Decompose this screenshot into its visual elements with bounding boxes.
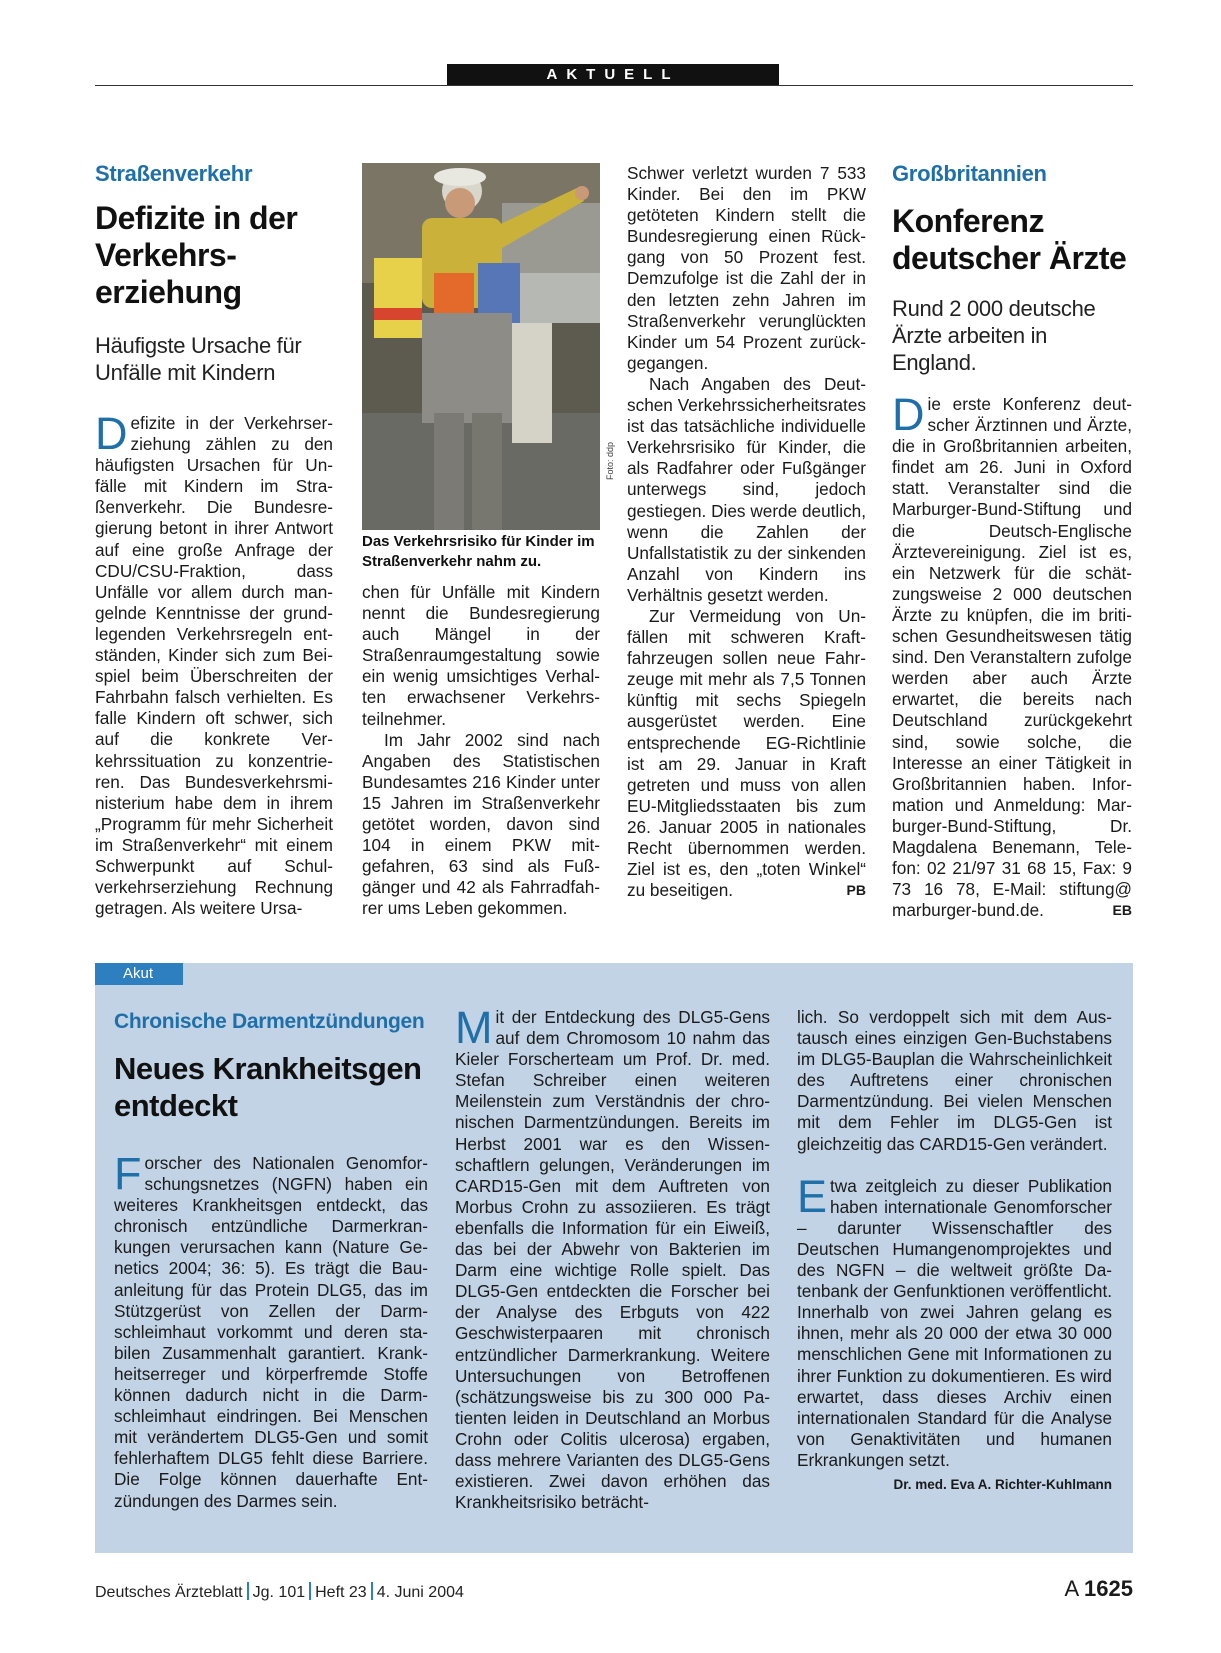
footer-separator — [371, 1582, 373, 1600]
article1-col3-paragraph-2: Nach Angaben des Deutschen Verkehrssicherheitsrates ist das tatsächliche individuelle Verkehrsrisiko für Kinder, die als Radfahrer oder Fußgänger unterwegs sind, jedoch gestiegen. Dies werde deutlich, wenn die Zahlen der Unfallstatistik zu der sinkenden Anzahl von Kindern ins Verhältnis gesetzt werden. — [627, 373, 866, 605]
article2-dropcap: D — [892, 389, 925, 440]
article3-col2-dropcap: M — [455, 1002, 493, 1053]
article1-column-3 — [627, 163, 866, 901]
footer-date: 4. Juni 2004 — [376, 1584, 464, 1601]
footer-issue: Heft 23 — [315, 1584, 367, 1601]
article3-column-1 — [114, 1148, 428, 1512]
footer-journal: Deutsches Ärzteblatt — [95, 1584, 243, 1601]
article2-kicker: Großbritannien — [892, 161, 1047, 186]
article1-initials: PB — [846, 882, 866, 899]
article3-author: Dr. med. Eva A. Richter-Kuhlmann — [893, 1476, 1112, 1492]
article3-headline: Neues Krankheitsgen entdeckt — [114, 1051, 422, 1123]
page-number-value: 1625 — [1084, 1576, 1133, 1601]
page-prefix: A — [1064, 1576, 1078, 1601]
footer-separator — [247, 1582, 249, 1600]
footer-volume: Jg. 101 — [252, 1584, 306, 1601]
article3-col3-dropcap: E — [797, 1170, 828, 1222]
section-header: AKTUELL — [447, 64, 779, 86]
article3-col1-text: orscher des Nationalen Genomforschungsnetzes (NGFN) haben ein weiteres Krankheitsgen entdeckt, das chronisch entzündliche Darmerkrankungen verursachen kann (Nature Genetics 2004; 36: 5). Es trägt die Bauanleitung für das Protein DLG5, das im Stützgerüst von Zellen der Darmschleimhaut vorkommt und deren stabilen Zusammenhalt garantiert. Krankheitserreger und körperfremde Stoffe können dadurch nicht in die Darmschleimhaut eindringen. Bei Menschen mit verändertem DLG5-Gen und somit fehlerhaftem DLG5 fehlt diese Barriere. Die Folge können dauerhafte Entzündungen des Darmes sein. — [114, 1153, 428, 1511]
article1-subhead: Häufigste Ursache für Unfälle mit Kindern — [95, 333, 302, 385]
article1-col2-paragraph-2: Im Jahr 2002 sind nach Angaben des Statistischen Bundesamtes 216 Kinder unter 15 Jahren im Straßenverkehr getötet worden, davon sind 104 in einem PKW mitgefahren, 63 sind als Fußgänger und 42 als Fahrradfahrer ums Leben gekommen. — [362, 729, 600, 919]
article3-col2-text: it der Entdeckung des DLG5-Gens auf dem Chromosom 10 nahm das Kieler Forscherteam um Prof. Dr. med. Stefan Schreiber einen weiteren Meilenstein zum Verständnis der chronischen Darmentzündungen. Bereits im Herbst 2001 war es den Wissenschaftlern gelungen, Veränderungen im CARD15-Gen mit dem Auftreten von Morbus Crohn zu assoziieren. Es trägt ebenfalls die Information für ein Eiweiß, das bei der Abwehr von Bakterien im Darm eine wichtige Rolle spielt. Das DLG5-Gen entdeckten die Forscher bei der Analyse des Erbguts von 422 Geschwisterpaaren mit chronisch entzündlicher Darmerkrankung. Weitere Untersuchungen von Betroffenen (schätzungsweise bis zu 300 000 Patienten leiden in Deutschland an Morbus Crohn oder Colitis ulcerosa) ergaben, dass mehrere Varianten des DLG5-Gens existieren. Zwei davon erhöhen das Krankheitsrisiko beträcht- — [455, 1007, 770, 1513]
footer-citation — [95, 1582, 464, 1602]
article3-col3-paragraph-1: lich. So verdoppelt sich mit dem Austausch eines einzigen Gen-Buchstabens im DLG5-Bauplan die Wahrscheinlichkeit des Auftretens einer chronischen Darmentzündung. Bei vielen Menschen mit dem Fehler im DLG5-Gen ist gleichzeitig das CARD15-Gen verändert. — [797, 1007, 1112, 1154]
article3-column-2 — [455, 1002, 770, 1513]
traffic-police-photo — [362, 163, 600, 530]
photo-illustration — [362, 163, 600, 530]
footer-separator — [309, 1582, 311, 1600]
photo-credit: Foto: ddp — [605, 441, 615, 480]
article3-col3-text: twa zeitgleich zu dieser Publikation haben internationale Genomforscher – darunter Wissenschaftler des Deutschen Humangenomprojektes und des NGFN – die weltweit größte Datenbank der Genfunktionen veröffentlicht. Innerhalb von zwei Jahren gelang es ihnen, mehr als 20 000 der etwa 30 000 menschlichen Gene mit Informationen zu ihrer Funktion zu dokumentieren. Es wird erwartet, dass dieses Archiv einen internationalen Standard für die Analyse von Genaktivitäten und humanen Erkrankungen setzt. — [797, 1175, 1112, 1470]
article1-col3-paragraph-3-text: Zur Vermeidung von Unfällen mit schweren Kraftfahrzeugen sollen neue Fahrzeuge mit mehr als 7,5 Tonnen künftig mit sechs Spiegeln ausgerüstet werden. Eine entsprechende EG-Richtlinie ist am 29. Januar in Kraft getreten und muss von allen EU-Mitgliedsstaaten bis zum 26. Januar 2005 in nationales Recht übernommen werden. Ziel ist es, den „toten Winkel“ zu beseitigen. — [627, 605, 866, 901]
article3-col1-dropcap: F — [114, 1148, 142, 1199]
header-rule — [95, 85, 1133, 86]
photo-caption: Das Verkehrsrisiko für Kinder im Straßenverkehr nahm zu. — [362, 533, 595, 570]
article2-subhead: Rund 2 000 deutsche Ärzte arbeiten in England. — [892, 296, 1096, 375]
article1-col2-paragraph-1: chen für Unfälle mit Kindern nennt die Bundesregierung auch Mängel in der Straßenraumgestaltung sowie ein wenig umsichtiges Verhalten erwachsener Verkehrsteilnehmer. — [362, 582, 600, 729]
article1-column-1 — [95, 408, 333, 919]
article1-dropcap: D — [95, 408, 128, 459]
article1-column-2 — [362, 582, 600, 920]
article2-headline: Konferenz deutscher Ärzte — [892, 203, 1127, 276]
page-number — [1064, 1576, 1133, 1602]
article1-col1-text: efizite in der Verkehrserziehung zählen zu den häufigsten Ursachen für Unfälle mit Kindern im Straßenverkehr. Die Bundesregierung betont in ihrer Antwort auf eine große Anfrage der CDU/CSU-Fraktion, dass Unfälle vor allem durch mangelnde Kenntnisse der grundlegenden Verkehrsregeln entständen, Kinder sich zum Beispiel beim Überschreiten der Fahrbahn falsch verhielten. Es falle Kindern oft schwer, sich auf die konkrete Verkehrssituation zu konzentrieren. Das Bundesverkehrsministerium habe dem in ihrem „Programm für mehr Sicherheit im Straßenverkehr“ mit einem Schwerpunkt auf Schulverkehrserziehung Rechnung getragen. Als weitere Ursa- — [95, 413, 333, 919]
article3-col3-paragraph-2 — [797, 1170, 1112, 1492]
article1-kicker: Straßenverkehr — [95, 161, 253, 186]
article3-kicker: Chronische Darmentzündungen — [114, 1010, 425, 1033]
akut-tab-label: Akut — [95, 963, 183, 985]
article3-column-3 — [797, 1007, 1112, 1495]
article1-col3-paragraph-3 — [627, 606, 866, 901]
article1-col3-paragraph-1: Schwer verletzt wurden 7 533 Kinder. Bei den im PKW getöteten Kindern stellt die Bundesregierung einen Rückgang von 50 Prozent fest. Demzufolge ist die Zahl der in den letzten zehn Jahren im Straßenverkehr verunglückten Kinder um 54 Prozent zurückgegangen. — [627, 163, 866, 373]
article2-initials: EB — [1112, 902, 1132, 919]
article2-body — [892, 389, 1132, 921]
article2-text: ie erste Konferenz deutscher Ärztinnen und Ärzte, die in Großbritannien arbeiten, findet am 26. Juni in Oxford statt. Veranstalter sind die Marburger-Bund-Stiftung und die Deutsch-Englische Ärztevereinigung. Ziel ist es, ein Netzwerk für die schätzungsweise 2 000 deutschen Ärzte zu knüpfen, die im britischen Gesundheitswesen tätig sind. Den Veranstaltern zufolge werden aber auch Ärzte erwartet, die bereits nach Deutschland zurückgekehrt sind, sowie solche, die Interesse an einer Tätigkeit in Großbritannien haben. Information und Anmeldung: Marburger-Bund-Stiftung, Dr. Magdalena Benemann, Telefon: 02 21/97 31 68 15, Fax: 9 73 16 78, E-Mail: stiftung@ marburger-bund.de. — [892, 394, 1132, 921]
article1-headline: Defizite in der Verkehrs-erziehung — [95, 200, 298, 310]
